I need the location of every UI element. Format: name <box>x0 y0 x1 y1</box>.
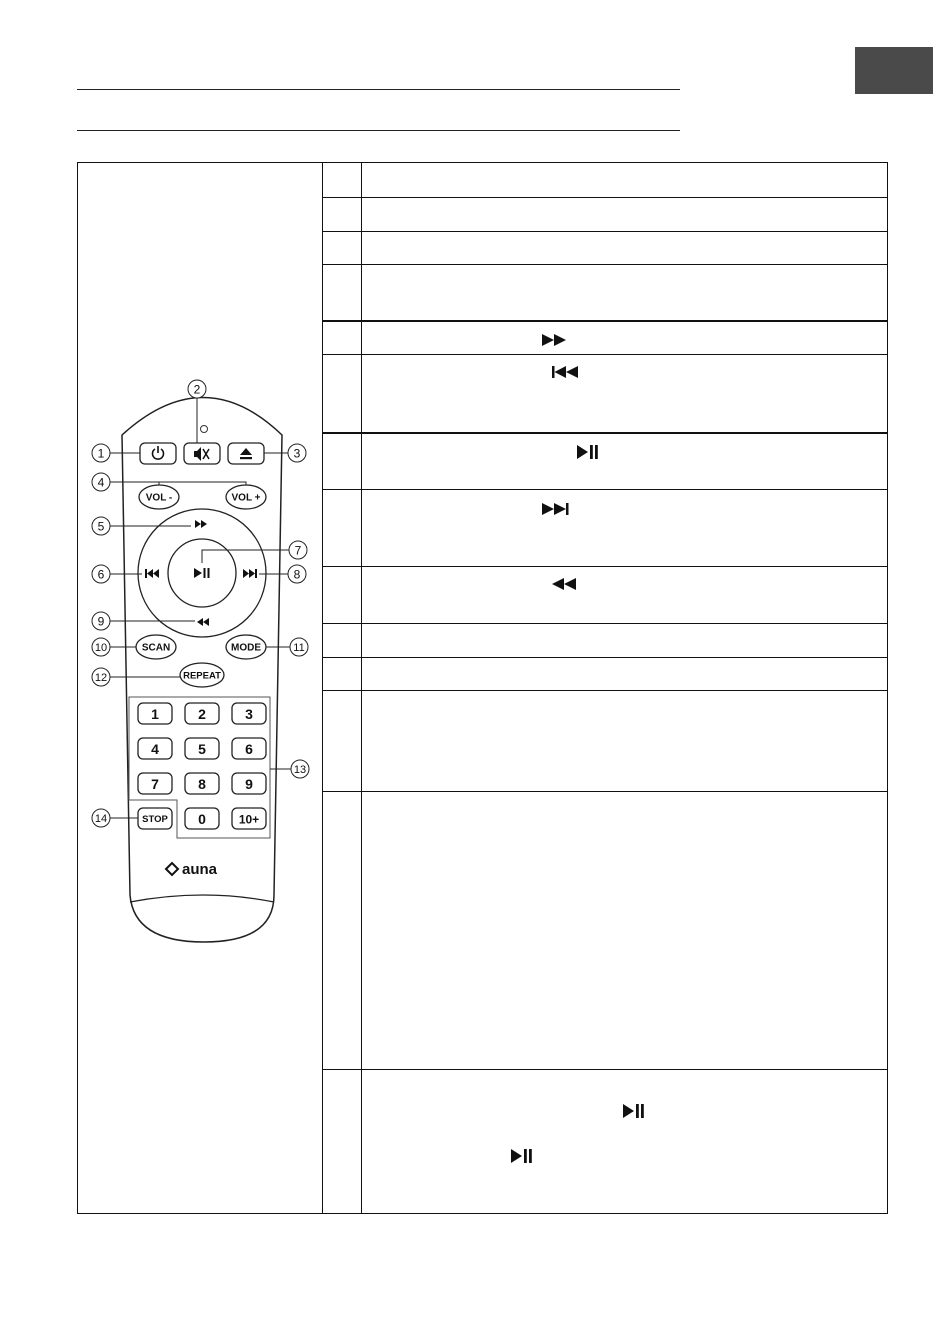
svg-text:11: 11 <box>293 642 305 654</box>
svg-text:4: 4 <box>97 475 105 490</box>
key-10plus-button[interactable] <box>232 808 266 829</box>
callout-10 <box>92 638 110 656</box>
scan-button[interactable] <box>136 635 176 659</box>
callout-8 <box>288 565 306 583</box>
svg-text:6: 6 <box>97 567 105 582</box>
svg-text:10+: 10+ <box>238 812 260 827</box>
vol-minus-button[interactable] <box>139 485 179 509</box>
repeat-label: REPEAT <box>183 670 221 682</box>
brand-name: auna <box>182 861 218 878</box>
key-3-button[interactable] <box>232 703 266 724</box>
svg-text:5: 5 <box>97 519 105 534</box>
key-5-button[interactable] <box>185 738 219 759</box>
callout-6 <box>92 565 110 583</box>
power-button[interactable] <box>140 443 176 464</box>
callout-9 <box>92 612 110 630</box>
svg-text:1: 1 <box>97 446 105 461</box>
svg-text:12: 12 <box>94 672 108 684</box>
svg-text:3: 3 <box>245 706 253 722</box>
svg-text:9: 9 <box>97 614 105 629</box>
key-7-button[interactable] <box>138 773 172 794</box>
vol-plus-label: VOL + <box>231 492 261 504</box>
key-1-button[interactable] <box>138 703 172 724</box>
callout-13 <box>291 760 309 778</box>
callout-1 <box>92 444 110 462</box>
key-0-button[interactable] <box>185 808 219 829</box>
svg-text:13: 13 <box>293 764 307 776</box>
ir-led-icon <box>201 426 208 433</box>
callout-14 <box>92 809 110 827</box>
scan-label: SCAN <box>141 642 171 654</box>
callout-12 <box>92 668 110 686</box>
callout-7 <box>289 541 307 559</box>
svg-text:4: 4 <box>151 741 159 757</box>
svg-text:3: 3 <box>293 446 301 461</box>
callout-5 <box>92 517 110 535</box>
vol-plus-button[interactable] <box>226 485 266 509</box>
svg-text:10: 10 <box>94 642 108 654</box>
callout-3 <box>288 444 306 462</box>
svg-text:5: 5 <box>198 741 206 757</box>
svg-text:14: 14 <box>94 813 108 825</box>
svg-text:7: 7 <box>151 776 159 792</box>
svg-text:9: 9 <box>245 776 253 792</box>
callout-4 <box>92 473 110 491</box>
svg-text:1: 1 <box>151 706 159 722</box>
stop-button[interactable] <box>138 808 172 829</box>
repeat-button[interactable] <box>180 663 224 687</box>
svg-text:2: 2 <box>198 706 206 722</box>
svg-text:8: 8 <box>198 776 206 792</box>
key-8-button[interactable] <box>185 773 219 794</box>
mode-button[interactable] <box>226 635 266 659</box>
svg-text:8: 8 <box>293 567 301 582</box>
svg-text:7: 7 <box>294 543 302 558</box>
stop-label: STOP <box>142 814 168 825</box>
key-4-button[interactable] <box>138 738 172 759</box>
eject-button[interactable] <box>228 443 264 464</box>
key-9-button[interactable] <box>232 773 266 794</box>
callout-2 <box>188 380 206 398</box>
svg-text:2: 2 <box>193 382 201 397</box>
vol-minus-label: VOL - <box>145 492 173 504</box>
callout-11 <box>290 638 308 656</box>
svg-text:0: 0 <box>198 811 206 827</box>
key-2-button[interactable] <box>185 703 219 724</box>
mode-label: MODE <box>231 642 261 654</box>
svg-text:6: 6 <box>245 741 253 757</box>
key-6-button[interactable] <box>232 738 266 759</box>
mute-button[interactable] <box>184 443 220 464</box>
